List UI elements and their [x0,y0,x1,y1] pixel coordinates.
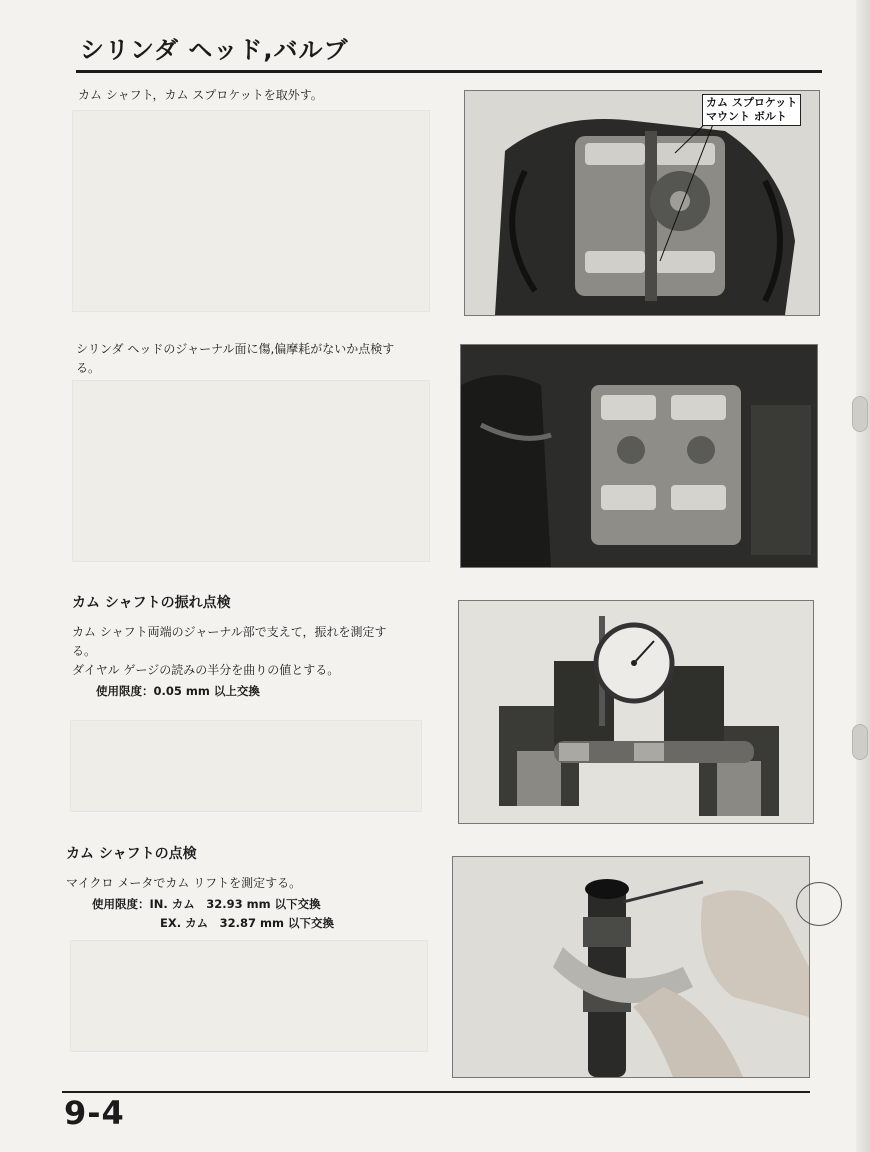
page-number: 9-4 [64,1094,125,1132]
service-limit: 使用限度：IN. カム 32.93 mm 以下交換 [92,897,321,911]
bleed-through-shadow [70,720,422,812]
body-text: シリンダ ヘッドのジャーナル面に傷,偏摩耗がないか点検す [76,342,395,356]
binder-hole [852,396,868,432]
body-text: る。 [72,644,97,658]
bleed-through-shadow [70,940,428,1052]
section-cam-lift [66,845,446,933]
section-inspect-journal [76,340,448,378]
dial-gauge-photo [458,600,814,824]
service-limit: EX. カム 32.87 mm 以下交換 [160,916,334,930]
footer-rule [62,1091,810,1093]
bleed-through-shadow [72,380,430,562]
micrometer-photo [452,856,810,1078]
body-text: カム シャフト両端のジャーナル部で支えて，振れを測定す [72,625,387,639]
page-title: シリンダ ヘッド,バルブ [80,36,349,64]
body-text: マイクロ メータでカム リフトを測定する。 [66,876,302,890]
section-remove-camshaft [78,86,448,105]
callout-line: マウント ボルト [706,110,787,123]
callout-label [702,94,801,126]
body-text: ダイヤル ゲージの読みの半分を曲りの値とする。 [72,663,340,677]
cylinder-head-photo [460,344,818,568]
body-text: る。 [76,361,101,375]
binder-hole [852,724,868,760]
bleed-through-shadow [72,110,430,312]
header-rule [76,70,822,73]
section-heading: カム シャフトの振れ点検 [72,595,231,611]
body-text: カム シャフト，カム スプロケットを取外す。 [78,88,323,102]
section-heading: カム シャフトの点検 [66,846,197,862]
section-runout-check [72,594,448,701]
margin-circle-mark [796,882,842,926]
page-edge [856,0,870,1152]
service-limit: 使用限度：0.05 mm 以上交換 [96,684,260,698]
callout-line: カム スプロケット [706,96,798,109]
